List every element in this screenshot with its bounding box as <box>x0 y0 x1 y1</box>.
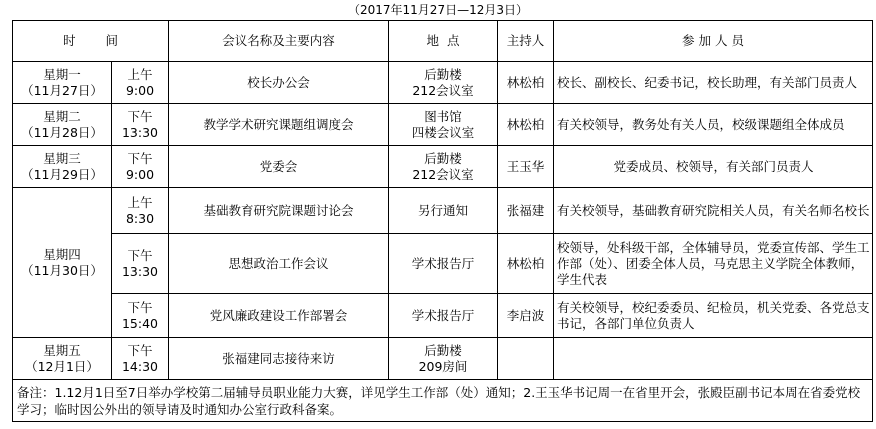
date-range: （2017年11月27日—12月3日） <box>348 3 528 17</box>
time-slot-cell: 下午 13:30 <box>112 104 169 146</box>
location-cell: 后勤楼 209房间 <box>389 338 498 380</box>
attendees-cell: 党委成员、校领导，有关部门员责人 <box>554 146 873 188</box>
attendees-cell: 校长、副校长、纪委书记，校长助理，有关部门员责人 <box>554 62 873 104</box>
location-cell: 学术报告厅 <box>389 234 498 294</box>
meeting-schedule-table <box>12 20 873 422</box>
time-slot-cell: 上午 8:30 <box>112 188 169 234</box>
header-location: 地 点 <box>389 21 498 62</box>
meeting-cell: 党委会 <box>169 146 389 188</box>
note-row <box>13 380 873 422</box>
host-cell: 林松柏 <box>498 234 554 294</box>
location-cell: 学术报告厅 <box>389 294 498 338</box>
attendees-cell: 有关校领导，校纪委委员、纪检员，机关党委、各党总支书记，各部门单位负责人 <box>554 294 873 338</box>
host-cell: 张福建 <box>498 188 554 234</box>
meeting-cell: 基础教育研究院课题讨论会 <box>169 188 389 234</box>
attendees-cell: 有关校领导，基础教育研究院相关人员，有关名师名校长 <box>554 188 873 234</box>
header-attendees: 参 加 人 员 <box>554 21 873 62</box>
table-row <box>13 294 873 338</box>
host-cell: 林松柏 <box>498 104 554 146</box>
meeting-cell: 张福建同志接待来访 <box>169 338 389 380</box>
time-slot-cell: 下午 14:30 <box>112 338 169 380</box>
header-meeting: 会议名称及主要内容 <box>169 21 389 62</box>
time-slot-cell: 下午 9:00 <box>112 146 169 188</box>
attendees-cell: 校领导，处科级干部，全体辅导员，党委宣传部、学生工作部（处）、团委全体人员，马克思主义学院全体教师，学生代表 <box>554 234 873 294</box>
table-row <box>13 234 873 294</box>
header-row <box>13 21 873 62</box>
table-row <box>13 104 873 146</box>
location-cell: 图书馆 四楼会议室 <box>389 104 498 146</box>
host-cell: 林松柏 <box>498 62 554 104</box>
day-cell: 星期五 （12月1日） <box>13 338 112 380</box>
time-slot-cell: 上午 9:00 <box>112 62 169 104</box>
note-cell: 备注：1.12月1日至7日举办学校第二届辅导员职业能力大赛，详见学生工作部（处）通知；2.王玉华书记周一在省里开会，张殿臣副书记本周在省委党校学习；临时因公外出的领导请及时通知办公室行政科备案。 <box>13 380 873 422</box>
day-cell: 星期一 （11月27日） <box>13 62 112 104</box>
host-cell: 李启波 <box>498 294 554 338</box>
time-slot-cell: 下午 15:40 <box>112 294 169 338</box>
day-cell: 星期二 （11月28日） <box>13 104 112 146</box>
host-cell: 王玉华 <box>498 146 554 188</box>
host-cell <box>498 338 554 380</box>
location-cell: 后勤楼 212会议室 <box>389 146 498 188</box>
day-cell: 星期三 （11月29日） <box>13 146 112 188</box>
day-cell: 星期四 （11月30日） <box>13 188 112 338</box>
meeting-cell: 党风廉政建设工作部署会 <box>169 294 389 338</box>
meeting-cell: 教学学术研究课题组调度会 <box>169 104 389 146</box>
table-row <box>13 188 873 234</box>
meeting-cell: 思想政治工作会议 <box>169 234 389 294</box>
attendees-cell <box>554 338 873 380</box>
table-row <box>13 62 873 104</box>
table-row <box>13 338 873 380</box>
attendees-cell: 有关校领导，教务处有关人员，校级课题组全体成员 <box>554 104 873 146</box>
meeting-cell: 校长办公会 <box>169 62 389 104</box>
location-cell: 另行通知 <box>389 188 498 234</box>
header-host: 主持人 <box>498 21 554 62</box>
location-cell: 后勤楼 212会议室 <box>389 62 498 104</box>
table-row <box>13 146 873 188</box>
time-slot-cell: 下午 13:30 <box>112 234 169 294</box>
header-time: 时 间 <box>13 21 169 62</box>
